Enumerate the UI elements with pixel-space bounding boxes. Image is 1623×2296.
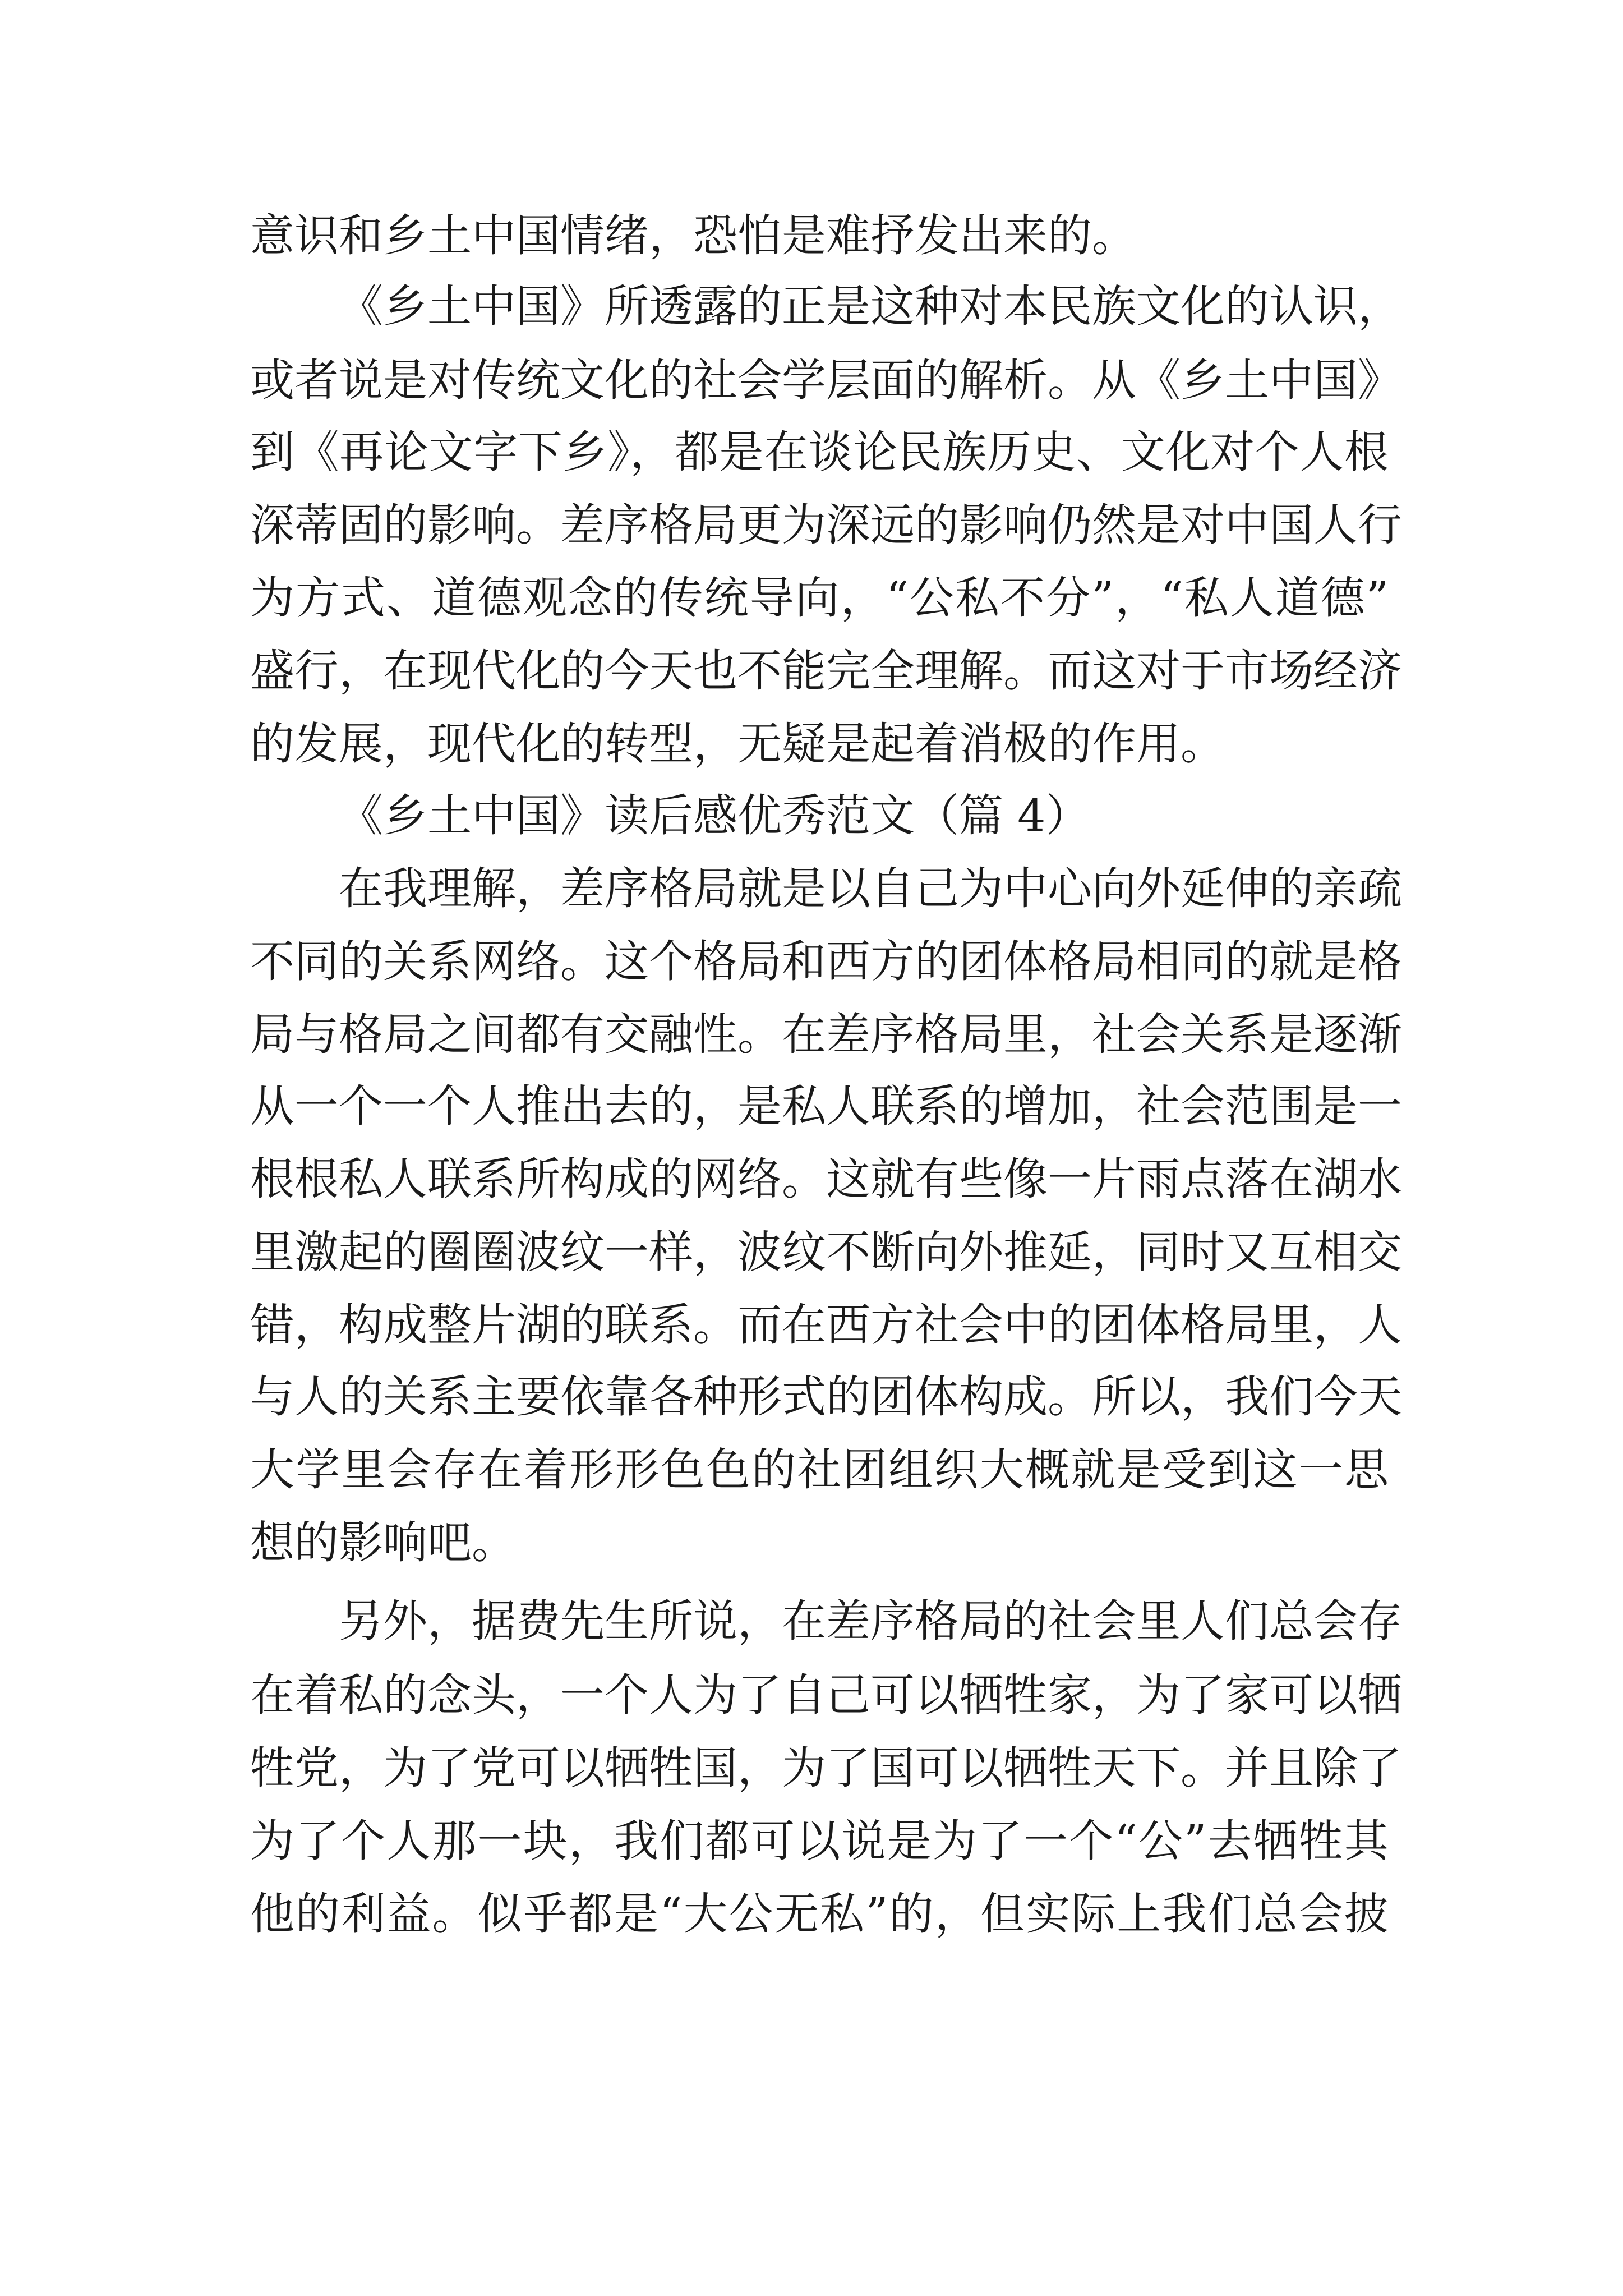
text-line: 不同的关系网络。这个格局和西方的团体格局相同的就是格 xyxy=(250,936,1402,987)
text-line: 他的利益。似乎都是“大公无私”的，但实际上我们总会披 xyxy=(250,1888,1389,1940)
text-line: 大学里会存在着形形色色的社团组织大概就是受到这一思 xyxy=(250,1444,1389,1496)
text-line: 牲党，为了党可以牺牲国，为了国可以牺牲天下。并且除了 xyxy=(250,1742,1402,1794)
text-line: 盛行，在现代化的今天也不能完全理解。而这对于市场经济 xyxy=(250,645,1402,697)
paragraph-first-line: 《乡土中国》所透露的正是这种对本民族文化的认识， xyxy=(339,280,1402,332)
paragraph-first-line: 另外，据费先生所说，在差序格局的社会里人们总会存 xyxy=(339,1595,1402,1647)
text-line: 或者说是对传统文化的社会学层面的解析。从《乡土中国》 xyxy=(250,355,1402,406)
text-line: 想的影响吧。 xyxy=(250,1517,516,1568)
text-line: 深蒂固的影响。差序格局更为深远的影响仍然是对中国人行 xyxy=(250,499,1402,551)
text-line: 到《再论文字下乡》，都是在谈论民族历史、文化对个人根 xyxy=(250,426,1389,478)
text-line: 的发展，现代化的转型，无疑是起着消极的作用。 xyxy=(250,718,1225,770)
text-line: 从一个一个人推出去的，是私人联系的增加，社会范围是一 xyxy=(250,1080,1402,1132)
text-line: 为方式、道德观念的传统导向，“公私不分”，“私人道德” xyxy=(250,572,1389,624)
text-line: 根根私人联系所构成的网络。这就有些像一片雨点落在湖水 xyxy=(250,1153,1402,1205)
text-line: 与人的关系主要依靠各种形式的团体构成。所以，我们今天 xyxy=(250,1371,1402,1423)
text-line: 里激起的圈圈波纹一样，波纹不断向外推延，同时又互相交 xyxy=(250,1226,1402,1278)
section-heading: 《乡土中国》读后感优秀范文（篇 4） xyxy=(339,790,1090,841)
text-line: 为了个人那一块，我们都可以说是为了一个“公”去牺牲其 xyxy=(250,1815,1389,1867)
paragraph-first-line: 在我理解，差序格局就是以自己为中心向外延伸的亲疏 xyxy=(339,863,1402,914)
text-line: 意识和乡土中国情绪，恐怕是难抒发出来的。 xyxy=(250,210,1136,261)
text-line: 局与格局之间都有交融性。在差序格局里，社会关系是逐渐 xyxy=(250,1009,1402,1060)
text-line: 错，构成整片湖的联系。而在西方社会中的团体格局里，人 xyxy=(250,1299,1402,1351)
text-line: 在着私的念头，一个人为了自己可以牺牲家，为了家可以牺 xyxy=(250,1669,1402,1721)
